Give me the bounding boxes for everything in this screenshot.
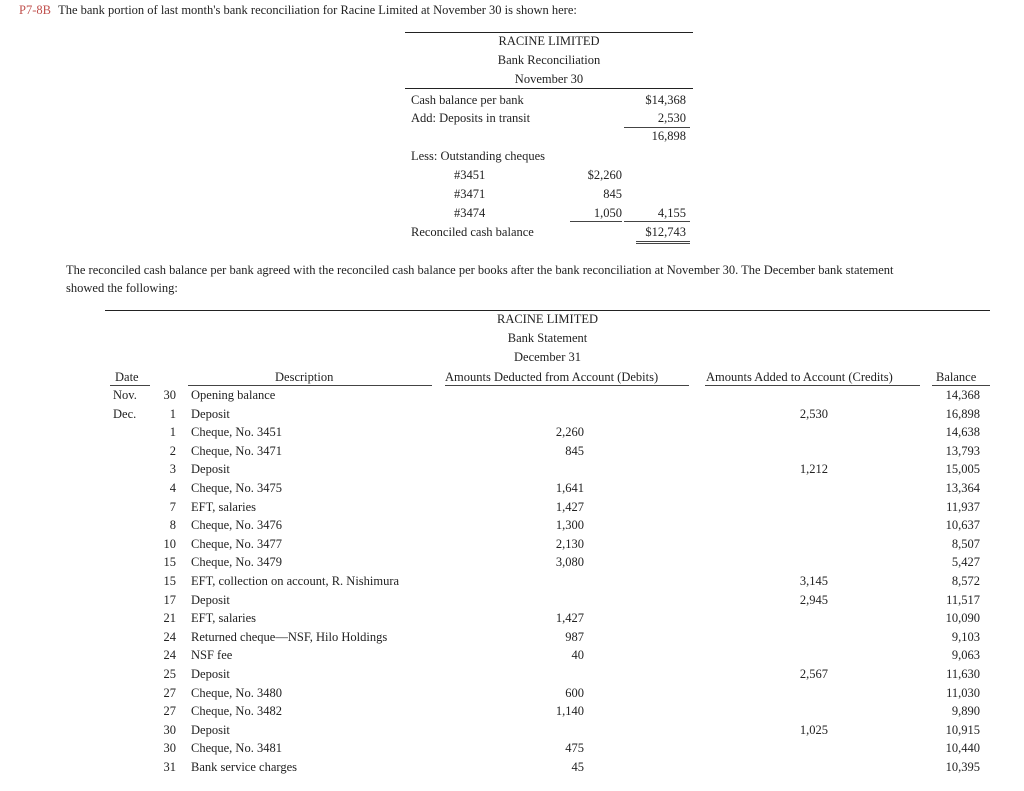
row-description: EFT, salaries — [191, 611, 257, 625]
row-debit: 1,140 — [555, 704, 584, 718]
row-day: 30 — [163, 741, 176, 755]
row-description: Cheque, No. 3480 — [191, 686, 282, 700]
row-description: Cheque, No. 3451 — [191, 425, 282, 439]
underline-description — [188, 385, 432, 386]
row-day: 27 — [163, 686, 176, 700]
row-balance: 16,898 — [945, 407, 980, 421]
row-balance: 13,364 — [945, 481, 980, 495]
row-description: Deposit — [191, 667, 230, 681]
row-credit: 2,945 — [799, 593, 828, 607]
cheques-sum-rule — [570, 221, 622, 222]
row-description: Cheque, No. 3476 — [191, 518, 282, 532]
row-debit: 2,260 — [555, 425, 584, 439]
row-description: NSF fee — [191, 648, 233, 662]
problem-intro: The bank portion of last month's bank reconciliation for Racine Limited at November 30 is shown here: — [58, 3, 577, 17]
row-balance: 10,440 — [945, 741, 980, 755]
row-credit: 1,212 — [799, 462, 828, 476]
row-debit: 2,130 — [555, 537, 584, 551]
row-debit: 45 — [571, 760, 584, 774]
cash-per-bank-value: $14,368 — [645, 93, 686, 107]
row-description: Cheque, No. 3481 — [191, 741, 282, 755]
row-description: Cheque, No. 3471 — [191, 444, 282, 458]
double-rule-1 — [636, 241, 690, 242]
statement-title: Bank Statement — [507, 331, 588, 345]
row-day: 1 — [169, 425, 176, 439]
cheque-amount-2: 845 — [603, 187, 622, 201]
row-balance: 11,630 — [946, 667, 980, 681]
row-day: 8 — [169, 518, 176, 532]
recon-title: Bank Reconciliation — [497, 53, 601, 67]
row-credit: 3,145 — [799, 574, 828, 588]
less-outstanding-label: Less: Outstanding cheques — [411, 149, 546, 163]
row-day: 1 — [169, 407, 176, 421]
row-description: Opening balance — [191, 388, 276, 402]
row-balance: 13,793 — [945, 444, 980, 458]
total-rule — [624, 221, 690, 222]
row-description: Cheque, No. 3482 — [191, 704, 282, 718]
row-day: 27 — [163, 704, 176, 718]
recon-header-rule — [405, 88, 693, 89]
row-debit: 40 — [571, 648, 584, 662]
paragraph-line-2: showed the following: — [66, 281, 178, 295]
row-debit: 987 — [565, 630, 584, 644]
statement-company: RACINE LIMITED — [496, 312, 599, 326]
col-header-debits: Amounts Deducted from Account (Debits) — [445, 370, 659, 384]
row-balance: 11,030 — [946, 686, 980, 700]
row-description: Returned cheque—NSF, Hilo Holdings — [191, 630, 388, 644]
row-description: Deposit — [191, 593, 230, 607]
row-balance: 15,005 — [945, 462, 980, 476]
row-balance: 8,572 — [951, 574, 980, 588]
row-day: 15 — [163, 555, 176, 569]
row-day: 21 — [163, 611, 176, 625]
row-day: 25 — [163, 667, 176, 681]
underline-credits — [705, 385, 920, 386]
row-description: EFT, salaries — [191, 500, 257, 514]
col-header-credits: Amounts Added to Account (Credits) — [706, 370, 893, 384]
row-balance: 14,368 — [945, 388, 980, 402]
row-debit: 1,641 — [555, 481, 584, 495]
double-rule-2 — [636, 243, 690, 244]
row-balance: 9,103 — [951, 630, 980, 644]
reconciled-value: $12,743 — [645, 225, 686, 239]
row-day: 4 — [169, 481, 176, 495]
row-day: 3 — [169, 462, 176, 476]
underline-date — [110, 385, 150, 386]
row-day: 31 — [163, 760, 176, 774]
row-description: Cheque, No. 3475 — [191, 481, 282, 495]
row-day: 2 — [169, 444, 176, 458]
row-debit: 1,300 — [555, 518, 584, 532]
row-debit: 600 — [565, 686, 584, 700]
row-description: Cheque, No. 3477 — [191, 537, 282, 551]
row-month: Dec. — [113, 407, 137, 421]
row-debit: 845 — [565, 444, 584, 458]
row-debit: 1,427 — [555, 611, 584, 625]
row-day: 10 — [163, 537, 176, 551]
row-balance: 10,915 — [945, 723, 980, 737]
cheque-no-2: #3471 — [454, 187, 486, 201]
reconciled-label: Reconciled cash balance — [411, 225, 534, 239]
row-debit: 3,080 — [555, 555, 584, 569]
row-debit: 1,427 — [555, 500, 584, 514]
col-header-description: Description — [275, 370, 334, 384]
cheque-no-3: #3474 — [454, 206, 486, 220]
row-balance: 11,517 — [946, 593, 980, 607]
row-description: EFT, collection on account, R. Nishimura — [191, 574, 400, 588]
row-balance: 10,395 — [945, 760, 980, 774]
row-day: 24 — [163, 630, 176, 644]
cheque-no-1: #3451 — [454, 168, 486, 182]
cash-per-bank-label: Cash balance per bank — [411, 93, 524, 107]
row-balance: 14,638 — [945, 425, 980, 439]
row-balance: 9,063 — [951, 648, 980, 662]
cheque-amount-3: 1,050 — [593, 206, 622, 220]
recon-company: RACINE LIMITED — [498, 34, 600, 48]
underline-debits — [445, 385, 689, 386]
problem-heading — [19, 2, 577, 18]
row-balance: 10,637 — [945, 518, 980, 532]
cheque-amount-1: $2,260 — [587, 168, 622, 182]
row-day: 7 — [169, 500, 176, 514]
row-credit: 2,567 — [799, 667, 828, 681]
row-month: Nov. — [113, 388, 137, 402]
col-header-balance: Balance — [936, 370, 977, 384]
deposits-label: Add: Deposits in transit — [411, 111, 531, 125]
row-credit: 2,530 — [799, 407, 828, 421]
row-balance: 11,937 — [946, 500, 980, 514]
row-day: 30 — [163, 723, 176, 737]
row-balance: 10,090 — [945, 611, 980, 625]
row-description: Bank service charges — [191, 760, 297, 774]
cheques-total: 4,155 — [657, 206, 686, 220]
row-credit: 1,025 — [799, 723, 828, 737]
row-day: 30 — [163, 388, 176, 402]
row-balance: 8,507 — [951, 537, 980, 551]
deposits-value: 2,530 — [657, 111, 686, 125]
row-day: 24 — [163, 648, 176, 662]
recon-date: November 30 — [514, 72, 584, 86]
subtotal-value: 16,898 — [651, 129, 686, 143]
row-description: Deposit — [191, 407, 230, 421]
row-debit: 475 — [565, 741, 584, 755]
row-day: 17 — [163, 593, 176, 607]
row-balance: 5,427 — [951, 555, 980, 569]
problem-number: P7-8B — [19, 3, 51, 17]
paragraph-line-1: The reconciled cash balance per bank agreed with the reconciled cash balance per books after the bank reconciliation at November 30. The December bank statement — [66, 263, 894, 277]
row-description: Deposit — [191, 723, 230, 737]
row-balance: 9,890 — [951, 704, 980, 718]
underline-balance — [932, 385, 990, 386]
col-header-date: Date — [115, 370, 139, 384]
statement-date: December 31 — [514, 350, 581, 364]
row-description: Cheque, No. 3479 — [191, 555, 282, 569]
row-description: Deposit — [191, 462, 230, 476]
row-day: 15 — [163, 574, 176, 588]
